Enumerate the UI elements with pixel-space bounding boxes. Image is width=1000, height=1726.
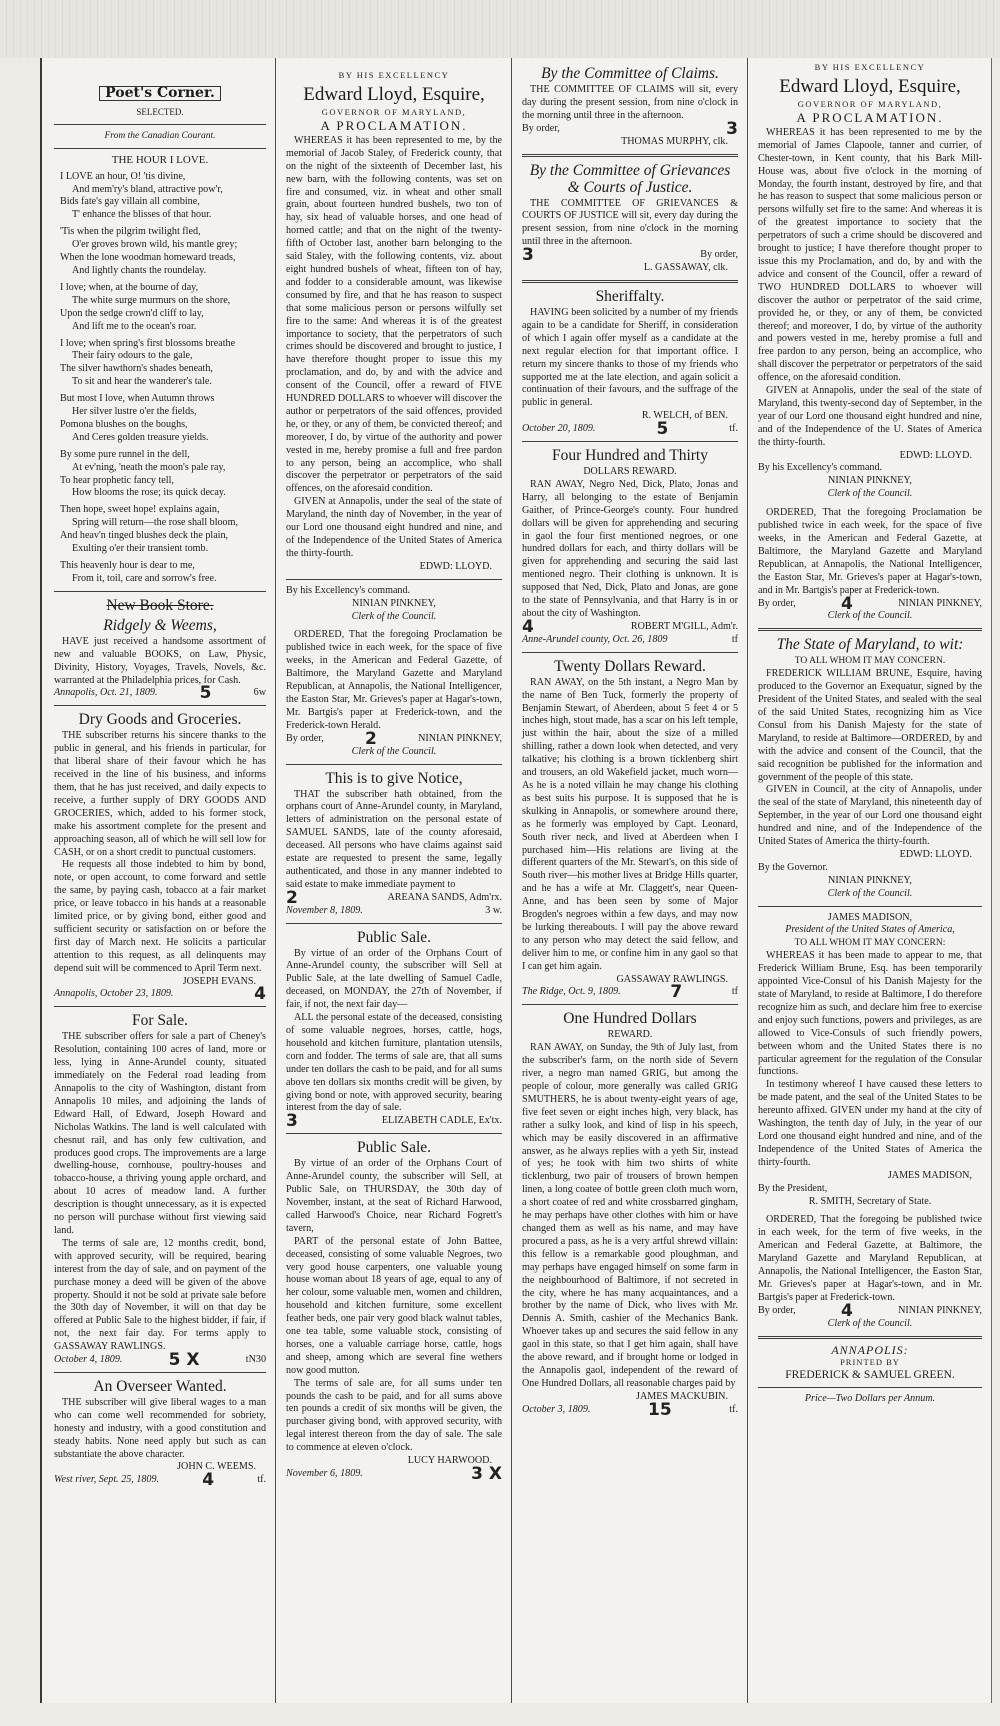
poem-selected: SELECTED. [136, 106, 184, 117]
ad-subheading: TO ALL WHOM IT MAY CONCERN. [794, 656, 946, 667]
clerk-title: Clerk of the Council. [351, 610, 437, 622]
handwritten-mark: 3 [726, 118, 738, 139]
ad-signer: EDWD: LLOYD. [899, 848, 972, 860]
proclamation-signer: EDWD: LLOYD. [899, 449, 972, 461]
ad-signer: R. WELCH, of BEN. [641, 410, 728, 422]
by-president: By the President, [758, 1182, 828, 1194]
poem-line: The silver hawthorn's shades beneath, [60, 363, 213, 375]
clerk-name: NINIAN PINKNEY, [352, 597, 436, 609]
ad-heading: Public Sale. [356, 928, 432, 946]
ad-text: PART of the personal estate of John Battee, deceased, consisting of some valuable Negroes, two very good house carpenters, one valuable young house woman about 18 years of age, equal to any of her colour, some valuable men, women and children, household and kitchen furniture, some excellent feather beds, one pair very good black walnut tables, one tea table, some valuable stock, consisting of horses, one a valuable carriage horse, cattle, hogs and sheep, among which are several fine wethers now good mutton. [286, 1235, 502, 1376]
scan-margin-top [0, 0, 1000, 58]
ad-code: 6w [253, 687, 266, 699]
proclamation-signer: EDWD: LLOYD. [419, 560, 492, 572]
poem-line: The white surge murmurs on the shore, [72, 294, 231, 306]
column-rule [747, 58, 748, 1703]
handwritten-mark: 3 X [471, 1464, 502, 1484]
by-order-title: Clerk of the Council. [827, 610, 913, 622]
proclamation-staley [286, 70, 502, 759]
ad-code: tf. [729, 423, 738, 435]
ad-heading: By the Committee of Claims. [541, 65, 719, 82]
proclamation-office: GOVERNOR OF MARYLAND, [321, 107, 467, 117]
ad-heading: An Overseer Wanted. [93, 1377, 227, 1395]
poem-line: And heav'n tinged blushes deck the plain, [60, 530, 229, 542]
ad-text: THE subscriber returns his sincere thanks to the public in general, and his friends in particular, for that liberal share of their favour which he has received in the line of his business, and informs them, that he has just received, and daily expects to receive, a further supply of DRY GOODS AND GROCERIES, which, added to his former stock, make his assortment complete for the present and approaching season, all of which he will sell low for CASH, or on a short credit to punctual customers. [54, 730, 266, 858]
by-governor: By the Governor. [758, 861, 828, 873]
secretary: R. SMITH, Secretary of State. [808, 1195, 932, 1207]
by-order-title: Clerk of the Council. [351, 745, 437, 757]
ad-text: ALL the personal estate of the deceased, consisting of some valuable negroes, horses, cattle, hogs, household and kitchen furniture, plantation utensils, corn and fodder. The terms of sale are, that all sums under ten dollars the cash to be paid, and for all sums above ten dollars six months credit will be given, by giving bond or note, with approved security, bearing interest from the day of sale. [286, 1012, 502, 1114]
madison-proclamation [758, 912, 982, 1331]
poem-line: And lightly chants the roundelay. [72, 264, 207, 276]
proclamation-office: GOVERNOR OF MARYLAND, [797, 99, 943, 109]
ad-signer: ROBERT M'GILL, Adm'r. [630, 620, 738, 632]
ad-code: tf [731, 633, 738, 645]
ad-heading: For Sale. [132, 1012, 188, 1030]
ad-text: In testimony whereof I have caused these letters to be made patent, and the seal of the United States to be hereunto affixed. GIVEN under my hand at the city of Washington, the tenth day of July, in the year of our Lord one thousand eight hundred and nine, and of the Independence of the United States of America the thirty-fourth. [758, 1079, 982, 1168]
ad-text: By virtue of an order of the Orphans Court of Anne-Arundel county, the subscriber will Sell at Public Sale, at the late dwelling of Samuel Cadle, deceased, on MONDAY, the 27th of November, if fair, if not, the next fair day— [286, 947, 502, 1011]
proclamation-clapoole [758, 62, 982, 623]
poem-line: Pomona blushes on the boughs, [60, 418, 188, 430]
new-book-store-ad [54, 596, 266, 704]
ordered-text: ORDERED, That the foregoing Proclamation be published twice in each week, for the space of five weeks, in the American and Federal Gazette, of Baltimore, the Maryland Gazette and Maryland Republican, at Annapolis, the National Intelligencer, the Easton Star, Mr. Grieves's paper at Hagar's-town, Mr. Bartgis's paper at Frederick-town, and the Frederick-town Herald. [286, 629, 502, 731]
ad-text: THE COMMITTEE OF CLAIMS will sit, every day during the present session, from nine o'clock in the morning until three in the afternoon. [522, 84, 738, 121]
ad-heading: The State of Maryland, to wit: [776, 636, 964, 654]
ad-signer: JOSEPH EVANS. [182, 975, 256, 987]
handwritten-mark: 4 [202, 1470, 215, 1491]
public-sale-cadle [286, 928, 502, 1132]
poem-line: T' enhance the blisses of that hour. [72, 209, 212, 221]
ad-subheading: TO ALL WHOM IT MAY CONCERN: [794, 938, 946, 949]
ad-text: RAN AWAY, on Sunday, the 9th of July last, from the subscriber's farm, on the north side of Severn river, a negro man named GRIG, but among the people of colour, more generally was called GRIG SMUTHERS, he is about twenty-eight years of age, five feet seven or eight inches high, very black, has rather a sulky look, and kind of lisp in his speech, which may be easily discovered in an affirmative answer, as he always replies with a yeth Sir, instead of yes; he took with him two shirts of white ticklenburg, two pair of trousers of brown hempen linen, a long coatee of bottle green cloth much worn, a short coatee of red and white crossbarred gingham, he may perhaps have other clothes with him or have changed them as well as his name, and may have procured a pass, as he is a very artful shrewd villain: this fellow is a remarkable good ploughman, and may perhaps have engaged himself on some farm in the neighbourhood of Baltimore, if not secreted in the city, where he has many acquaintances, and a brother by the name of Dick, who lives with Mr. Dennis A. Smith, cashier of the Mechanics Bank. Whoever takes up and secures the said fellow in any gaol in this state, so that I get him again, shall have the above reward, and if brought home or lodged in the Annapolis gaol, independent of the reward of One Hundred Dollars, all reasonable charges paid by [522, 1042, 738, 1389]
committee-grievances [522, 162, 738, 275]
ad-text: By virtue of an order of the Orphans Court of Anne-Arundel county, the subscriber will Sell, at Public Sale, on THURSDAY, the 30th day of November, instant, at the seat of Richard Harwood, called Harwood's Choice, near Richard Fogrett's tavern, [286, 1158, 502, 1234]
ad-text: The terms of sale are, 12 months credit, bond, with approved security, will be required, bearing interest from the day of sale, and on payment of the purchase money a deed will be given of the above property. Should it not be sold at private sale before the 30th day of November, it will on that day be offered at Public Sale to the highest bidder, if fair, if not, the next fair day. For terms apply to GASSAWAY RAWLINGS. [54, 1237, 266, 1353]
ad-signer: JOHN C. WEEMS. [177, 1461, 256, 1473]
poem-line: Spring will return—the rose shall bloom, [72, 517, 238, 529]
poem-line: By some pure runnel in the dell, [60, 448, 190, 460]
ad-signer: THOMAS MURPHY, clk. [621, 135, 728, 147]
printer-imprint [758, 1344, 982, 1407]
overseer-ad [54, 1377, 266, 1491]
poem-line: But most I love, when Autumn throws [60, 393, 215, 405]
ordered-text: ORDERED, That the foregoing Proclamation be published twice in each week, for the space of five weeks, in the American and Federal Gazette, at Baltimore, the Maryland Gazette and Maryland Republican, at Annapolis, the National Intelligencer, the Easton Star, Mr. Grieves's paper at Hagar's-town, and in Mr. Bartgis's paper at Frederick-town. [758, 507, 982, 596]
ad-heading: New Book Store. [106, 596, 214, 614]
ad-date: October 20, 1809. [522, 423, 596, 435]
poem-line: Then hope, sweet hope! explains again, [60, 504, 220, 516]
ad-signer: JAMES MADISON, [887, 1169, 972, 1181]
by-order: By order, [700, 249, 738, 261]
handwritten-mark: 7 [670, 982, 683, 1003]
column-3 [516, 62, 744, 1697]
ad-heading: This is to give Notice, [325, 769, 463, 787]
ad-text: THE subscriber offers for sale a part of Cheney's Resolution, containing 100 acres of land, more or less, lying in Anne-Arundel county, situated immediately on the Federal road leading from Annapolis to the city of Washington, distant from Annapolis 10 miles, and adjoining the lands of Edward Hall, of Edward, Joseph Howard and Nicholas Watkins. The land is well calculated with chesnut rail, and has only few cultivation, and produces good crops. The improvements are a large dwelling-house, cornhouse, poultry-houses and tobacco-house, a thriving young apple orchard, and about 10 acres of meadow land. A further description is thought unnecessary, as it is expected no person will purchase without first viewing said land. [54, 1031, 266, 1236]
president-name: JAMES MADISON, [827, 911, 913, 923]
poets-corner [54, 86, 266, 586]
public-sale-battee [286, 1139, 502, 1484]
clerk-title: Clerk of the Council. [827, 887, 913, 899]
ad-heading: One Hundred Dollars [563, 1010, 697, 1028]
ad-heading: Public Sale. [356, 1139, 432, 1157]
ad-date: West river, Sept. 25, 1809. [54, 1474, 160, 1486]
by-order: By order, [758, 597, 796, 609]
poem-line: O'er groves brown wild, his mantle grey; [72, 239, 238, 251]
poem-line: To hear prophetic fancy tell, [60, 474, 174, 486]
ad-code: tf. [257, 1474, 266, 1486]
handwritten-mark: 2 [286, 887, 298, 908]
proclamation-name: Edward Lloyd, Esquire, [779, 76, 961, 97]
poem-line: From it, toil, care and sorrow's free. [72, 572, 217, 584]
proclamation-text: WHEREAS it has been represented to me by the memorial of James Clapoole, tanner and currier, of Chester-town, in Kent county, that his Bark Mill-House was, about five o'clock in the morning of Monday, the fourth instant, destroyed by fire, and that he has reason to suspect that some malicious person or persons wilfully set fire to the same: And whereas it is of the greatest importance to society that the perpetrators of such a crime should be discovered and brought to justice; I have therefore thought proper to issue this my Proclamation, and do, by and with the advice and consent of the Council, offer a reward of TWO HUNDRED DOLLARS to whoever will discover the author or perpetrator of the said crime, provided he, or they, or any of them, be convicted thereof; and moreover, I do, by virtue of the authority and powers vested in me, hereby promise a full and free pardon to any person, being an accomplice, who shall discover the perpetrator or perpetrators of the said offence, on the aforesaid condition. [758, 126, 982, 384]
ad-heading: Twenty Dollars Reward. [554, 657, 706, 675]
handwritten-mark: 5 [656, 419, 669, 440]
ad-text: THE subscriber will give liberal wages to a man who can come well recommended for sobriety, honesty and industry, with a good constitution and steady habits. None need apply but such as can substantiate the above character. [54, 1396, 266, 1460]
president-title: President of the United States of America, [785, 924, 955, 936]
for-sale-ad [54, 1012, 266, 1371]
ad-subheading: DOLLARS REWARD. [583, 466, 677, 478]
column-2 [280, 62, 508, 1697]
handwritten-mark: 4 [522, 616, 534, 637]
handwritten-mark: 5 [199, 683, 212, 704]
proclamation-given: GIVEN at Annapolis, under the seal of the state of Maryland, this twenty-second day of September, in the year of our Lord one thousand eight hundred and nine, and of the Independence of the U. States of America the thirty-fourth. [758, 385, 982, 448]
by-order-name: NINIAN PINKNEY, [898, 1304, 982, 1316]
committee-claims [522, 65, 738, 149]
ad-date: October 3, 1809. [522, 1403, 591, 1415]
proclamation-byline: BY HIS EXCELLENCY [338, 70, 450, 80]
ad-date: October 4, 1809. [54, 1354, 123, 1366]
poem-line: 'Tis when the pilgrim twilight fled, [60, 226, 201, 238]
ad-heading: Sheriffalty. [595, 287, 665, 305]
ad-date: Annapolis, October 23, 1809. [54, 988, 174, 1000]
notice-ad [286, 770, 502, 918]
poem-line: At ev'ning, 'neath the moon's pale ray, [72, 461, 226, 473]
handwritten-mark: 4 [254, 984, 266, 1005]
ad-text: THAT the subscriber hath obtained, from the orphans court of Anne-Arundel county, in Maryland, letters of administration on the personal estate of SAMUEL SANDS, late of the county aforesaid, deceased. All persons who have claims against said estate are requested to present the same, legally authenticated, and those in any manner indebted to said estate to make immediate payment to [286, 788, 502, 890]
poem-body [54, 171, 266, 586]
column-rule [511, 58, 512, 1703]
proclamation-byline: BY HIS EXCELLENCY [814, 62, 926, 72]
ad-signer: JAMES MACKUBIN. [636, 1390, 728, 1402]
by-order-name: NINIAN PINKNEY, [898, 597, 982, 609]
imprint-city: ANNAPOLIS: [831, 1342, 909, 1357]
poets-corner-title: Poet's Corner. [99, 86, 221, 101]
poem-line: And mem'ry's bland, attractive pow'r, [72, 183, 223, 195]
handwritten-mark: 15 [648, 1399, 672, 1420]
one-hundred-reward [522, 1010, 738, 1420]
ad-code: 3 w. [485, 904, 502, 916]
proclamation-title: A PROCLAMATION. [320, 118, 468, 133]
clerk-title: Clerk of the Council. [827, 488, 913, 500]
poem-line: And lift me to the ocean's roar. [72, 320, 197, 332]
poem-line: How blooms the rose; its quick decay. [72, 487, 226, 499]
ad-date: Annapolis, Oct. 21, 1809. [54, 687, 158, 699]
ordered-text: ORDERED, That the foregoing be published twice in each week, for the term of five weeks, in the American and Federal Gazette, at Baltimore, the Maryland Gazette and Maryland Republican, at Annapolis, the National Intelligencer, the Easton Star, Mr. Grieves's paper at Hagar's-town, and in Mr. Bartgis's paper at Frederick-town. [758, 1214, 982, 1303]
proclamation-title: A PROCLAMATION. [796, 110, 944, 125]
proclamation-name: Edward Lloyd, Esquire, [303, 84, 485, 105]
ad-signer: GASSAWAY RAWLINGS. [616, 973, 728, 985]
by-command: By his Excellency's command. [758, 462, 883, 474]
imprint-printers: FREDERICK & SAMUEL GREEN. [785, 1369, 955, 1382]
handwritten-mark: 3 [286, 1111, 298, 1132]
column-1 [48, 62, 272, 1697]
ad-heading: Four Hundred and Thirty [552, 447, 708, 465]
state-of-maryland [758, 636, 982, 900]
dry-goods-ad [54, 711, 266, 1005]
ad-signer: LUCY HARWOOD. [407, 1455, 492, 1467]
ad-text: The terms of sale are, for all sums under ten pounds the cash to be paid, and for all sums above ten pounds a credit of six months will be given, the purchaser giving bond, with approved security, with legal interest thereon from the day of sale. The sale to commence at eleven o'clock. [286, 1377, 502, 1454]
column-rule [275, 58, 276, 1703]
poem-line: Bids fate's gay villain all combine, [60, 196, 200, 208]
twenty-dollars-reward [522, 657, 738, 1003]
by-order: By order, [758, 1304, 796, 1316]
ad-text: HAVE just received a handsome assortment of new and valuable BOOKS, on Law, Physic, Divinity, History, Voyages, Travels, Novels, &c. warranted at the Philadelphia prices, for Cash. [54, 635, 266, 686]
poem-line: When the lone woodman homeward treads, [60, 252, 236, 264]
poem-line: Exulting o'er their transient tomb. [72, 543, 209, 555]
ad-signer: ELIZABETH CADLE, Ex'tx. [381, 1115, 502, 1127]
ad-code: tf [731, 986, 738, 998]
poem-line: Her silver lustre o'er the fields, [72, 406, 197, 418]
poem-source: From the Canadian Courant. [104, 130, 216, 141]
ad-subheading: REWARD. [607, 1029, 653, 1041]
ad-date: The Ridge, Oct. 9, 1809. [522, 986, 621, 998]
ad-code: tf. [729, 1403, 738, 1415]
ad-text: GIVEN in Council, at the city of Annapolis, under the seal of the state of Maryland, this nineteenth day of September, in the year of our Lord one thousand eight hundred and nine, and of the Independence of the United States of America the thirty-fourth. [758, 784, 982, 848]
poem-line: This heavenly hour is dear to me, [60, 560, 195, 571]
ad-text: He requests all those indebted to him by bond, note, or open account, to come forward and settle the same, by paying cash, tobacco at a fair market price, or leave tobacco in his hands at a reasonable limited price, or by giving bond, either good and sufficient security or satisfaction on or before the first day of March next. He solicits a particular attention to this request, as all delinquents may depend suit will be commenced to April Term next. [54, 859, 266, 974]
handwritten-mark: 4 [840, 1300, 853, 1321]
newspaper-page [40, 58, 992, 1703]
ad-text: WHEREAS it has been made to appear to me, that Frederick William Brune, Esq. has been temporarily appointed Vice-Consul of his Danish Majesty for the state of Maryland, to reside at Baltimore, I do therefore recognize him as such, and declare him free to exercise and enjoy such functions, powers and privileges, as are allowed to Vice-Consuls of such friendly powers, between whom and the United States there is no particular agreement for the regulation of the Consular functions. [758, 950, 982, 1078]
poem-line: To sit and hear the wanderer's tale. [72, 376, 212, 388]
ad-signer: AREANA SANDS, Adm'rx. [387, 891, 502, 903]
handwritten-mark: 5 X [168, 1350, 200, 1371]
ad-text: FREDERICK WILLIAM BRUNE, Esquire, having produced to the Governor an Exequatur, signed by the President of the United States, and sealed with the seal of the said United States, recognizing him as Vice Consul from his Danish Majesty for the state of Maryland, to reside at Baltimore—ORDERED, by and with the advice and consent of the Council, that the said recognition be published for the information and government of the people of this state. [758, 668, 982, 783]
handwritten-mark: 4 [840, 593, 853, 614]
by-order: By order, [286, 732, 324, 744]
clerk-name: NINIAN PINKNEY, [828, 874, 912, 886]
by-order-name: NINIAN PINKNEY, [418, 732, 502, 744]
ad-heading: By the Committee of Grievances & Courts of Justice. [529, 161, 731, 196]
four-hundred-reward [522, 447, 738, 647]
ad-date: November 6, 1809. [286, 1468, 363, 1479]
poem-line: Upon the sedge crown'd cliff to lay, [60, 307, 204, 319]
poem-line: I love; when spring's first blossoms breathe [60, 337, 236, 349]
imprint-price: Price—Two Dollars per Annum. [804, 1393, 936, 1405]
poem-line: Their fairy odours to the gale, [72, 350, 193, 362]
poem-line: I love; when, at the bourne of day, [60, 281, 199, 293]
handwritten-mark: 2 [364, 728, 377, 749]
column-4 [752, 62, 988, 1697]
poem-title: THE HOUR I LOVE. [111, 153, 209, 166]
by-order-title: Clerk of the Council. [827, 1317, 913, 1329]
ad-code: tN30 [245, 1354, 266, 1366]
ad-text: RAN AWAY, on the 5th instant, a Negro Man by the name of Ben Tuck, formerly the property of Benjamin Stewart, of Aberdeen, about 5 feet 4 or 5 inches high, stout made, has a scar on his left temple, just within the hair, about the size of a milled shilling, rather a down look when detected, and very talkative; his clothing is a brown ticklenberg shirt and trousers, an old Wakefield jacket, much worn—As he is a noted villain he may change his clothing as best suits his purpose. It is supposed that he is skulking in Annapolis, or somewhere around there, as he formerly was employed by Capt. Leonard, South river neck, and lived at Aberdeen when I purchased him—His relations are living at the different quarters of the Mr. Stewart's, on this side of South river—his mother lives at Bridge Hills quarter, and he has a wife at Mr. Claggett's, near Queen-Anne, and has been seen by some of Major Brogden's negroes within a few days, and may now be lurking thereabouts. I will pay the above reward to any person who may detect the said fellow, and deliver him to me, or confine him in any gaol so that I can get him again. [522, 676, 738, 972]
ad-firm: Ridgely & Weems, [103, 616, 217, 634]
ad-text: RAN AWAY, Negro Ned, Dick, Plato, Jonas and Harry, all belonging to the estate of Benjamin Gaither, of Prince-George's county. Four hundred dollars will be given for apprehending and securing in gaol the four first mentioned negroes, or one hundred dollars for each, and thirty dollars will be given for apprehending and securing the said last mentioned negro. Their clothing is unknown. It is supposed that Ned, Dick, Plato and Jonas, are gone to the state of Pennsylvania, and that Harry is in or about the city of Washington. [522, 478, 738, 619]
ad-heading: Dry Goods and Groceries. [78, 711, 242, 729]
handwritten-mark: 3 [522, 245, 534, 266]
ad-text: HAVING been solicited by a number of my friends again to be a candidate for Sheriff, in consideration of which I again offer myself as a candidate at the next regular election for that important office. I return my sincere thanks to those of my friends who supported me at the late election, and again solicit a continuation of their favours, and the suffrage of the public in general. [522, 306, 738, 409]
imprint-printed-by: PRINTED BY [840, 1357, 900, 1368]
clerk-name: NINIAN PINKNEY, [828, 475, 912, 487]
poem-line: And Ceres golden treasure yields. [72, 431, 209, 443]
sheriffalty-ad [522, 287, 738, 440]
proclamation-given: GIVEN at Annapolis, under the seal of the state of Maryland, the ninth day of November, in the year of our Lord one thousand eight hundred and nine, and of the Independence of the United States of America the thirty-fourth. [286, 496, 502, 559]
by-order: By order, [522, 122, 560, 134]
by-command: By his Excellency's command. [286, 584, 411, 596]
proclamation-text: WHEREAS it has been represented to me, by the memorial of Jacob Staley, of Frederick county, that on the night of the sixteenth of December last, his new barn, with the following contents, was set on fire and consumed, viz. in wheat and other small grain, about fourteen hundred bushels, two ton of hay, six head of valuable horses, and one head of horned cattle; and that on the night of the twenty-fifth of October last, another barn belonging to the said Staley, with the following contents, viz. about eight hundred bushels of wheat, fifteen ton of hay, and fodder to a considerable amount, was likewise consumed by fire, and that he has reason to suspect that some malicious person or persons wilfully set fire to the same: And whereas it is of the greatest importance to society, that the perpetrators of such crimes should be discovered and brought to justice, I have therefore thought proper to issue this my proclamation, and do, by and with the advice and consent of the Council, offer a reward of FIVE HUNDRED DOLLARS to whoever will discover the author or perpetrators of the said offences, provided he, or they, or any of them, be convicted thereof; and moreover, I do, by virtue of the authority and power vested in me, hereby promise a full and free pardon to any person, being an accomplice, who shall discover the perpetrator or perpetrators of the said offences, on the aforesaid condition. [286, 134, 502, 495]
ad-date: November 8, 1809. [286, 904, 363, 916]
poem-line: I LOVE an hour, O! 'tis divine, [60, 170, 186, 182]
ad-date: Anne-Arundel county, Oct. 26, 1809 [522, 633, 668, 645]
ad-text: THE COMMITTEE OF GRIEVANCES & COURTS OF JUSTICE will sit, every day during the present session, from nine o'clock in the morning until three in the afternoon. [522, 197, 738, 248]
ad-signer: L. GASSAWAY, clk. [643, 262, 728, 274]
